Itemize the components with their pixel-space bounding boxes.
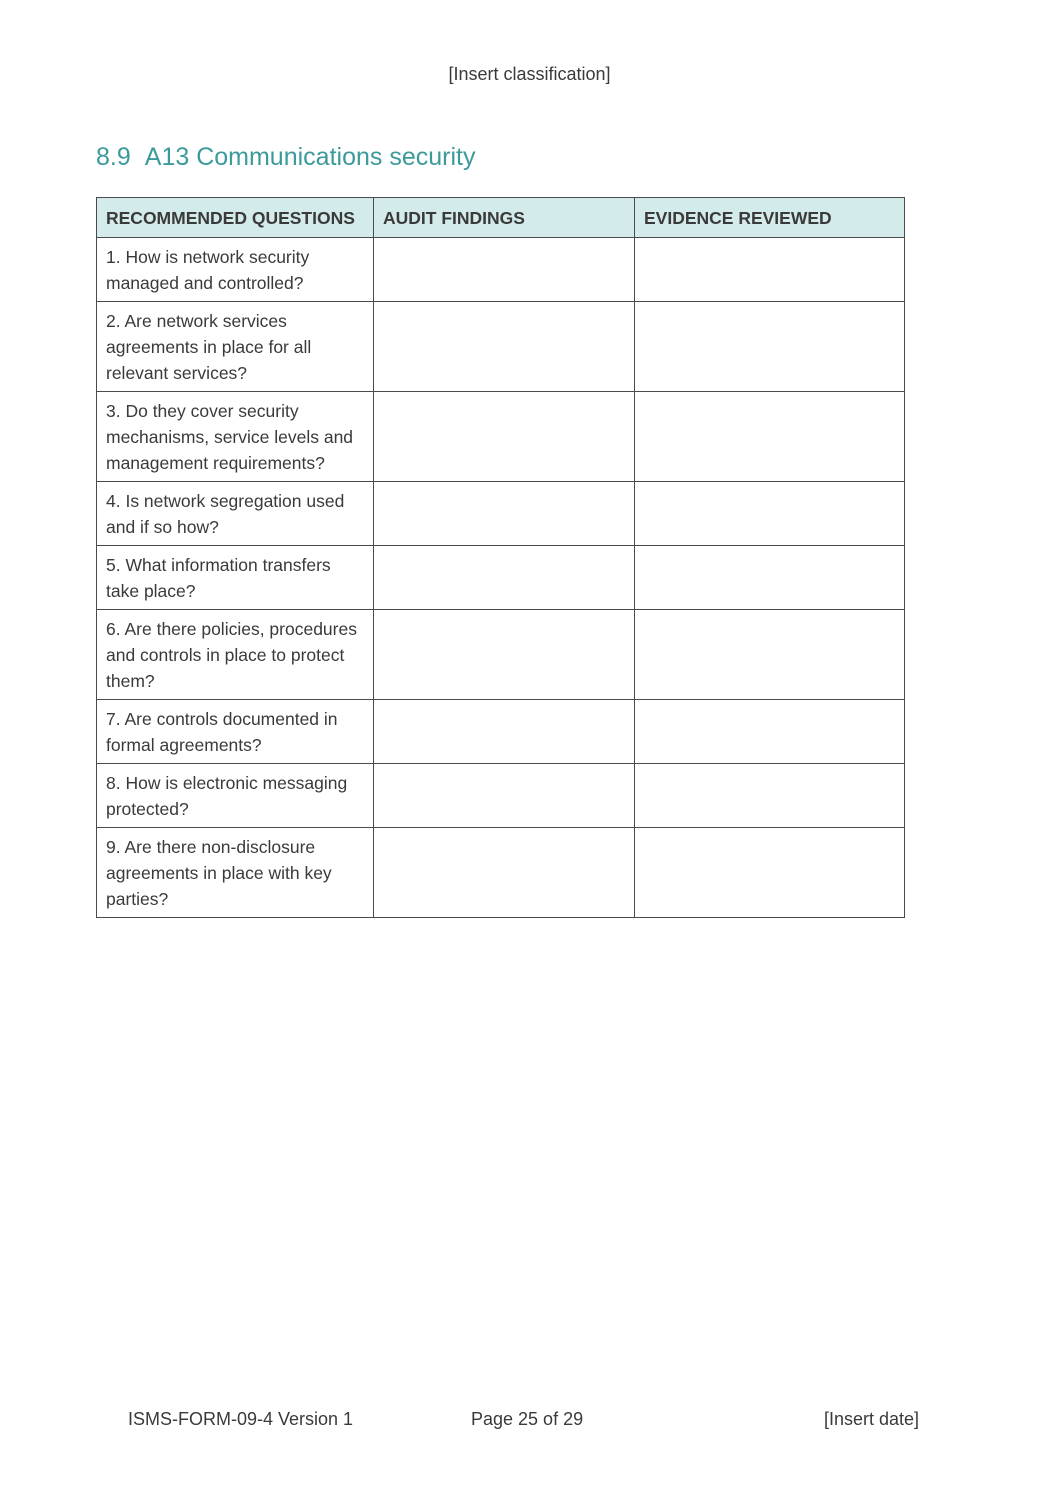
audit-findings-cell[interactable]	[374, 700, 635, 764]
audit-findings-cell[interactable]	[374, 610, 635, 700]
evidence-reviewed-cell[interactable]	[635, 828, 905, 918]
audit-findings-cell[interactable]	[374, 238, 635, 302]
table-row	[97, 482, 905, 546]
table-row	[97, 700, 905, 764]
table-row	[97, 238, 905, 302]
audit-findings-cell[interactable]	[374, 828, 635, 918]
evidence-reviewed-cell[interactable]	[635, 546, 905, 610]
table-row	[97, 302, 905, 392]
evidence-reviewed-cell[interactable]	[635, 610, 905, 700]
evidence-reviewed-cell[interactable]	[635, 238, 905, 302]
audit-findings-cell[interactable]	[374, 546, 635, 610]
audit-findings-cell[interactable]	[374, 764, 635, 828]
question-cell: 4. Is network segregation used and if so how?	[97, 482, 374, 546]
question-cell: 8. How is electronic messaging protected?	[97, 764, 374, 828]
evidence-reviewed-cell[interactable]	[635, 764, 905, 828]
section-number: 8.9	[96, 143, 131, 171]
question-cell: 9. Are there non-disclosure agreements in place with key parties?	[97, 828, 374, 918]
table-row	[97, 828, 905, 918]
column-header-findings: AUDIT FINDINGS	[374, 198, 635, 238]
footer-page-number: Page 25 of 29	[471, 1409, 584, 1429]
question-cell: 1. How is network security managed and controlled?	[97, 238, 374, 302]
table-row	[97, 764, 905, 828]
column-header-questions: RECOMMENDED QUESTIONS	[97, 198, 374, 238]
table-header-row	[97, 198, 905, 238]
audit-findings-cell[interactable]	[374, 392, 635, 482]
footer-date: [Insert date]	[824, 1409, 920, 1429]
section-title: A13 Communications security	[144, 143, 476, 171]
question-cell: 2. Are network services agreements in place for all relevant services?	[97, 302, 374, 392]
table-row	[97, 546, 905, 610]
question-cell: 3. Do they cover security mechanisms, service levels and management requirements?	[97, 392, 374, 482]
evidence-reviewed-cell[interactable]	[635, 700, 905, 764]
question-cell: 5. What information transfers take place?	[97, 546, 374, 610]
audit-findings-cell[interactable]	[374, 482, 635, 546]
audit-questions-table	[96, 197, 905, 918]
table-row	[97, 610, 905, 700]
question-cell: 7. Are controls documented in formal agreements?	[97, 700, 374, 764]
evidence-reviewed-cell[interactable]	[635, 302, 905, 392]
evidence-reviewed-cell[interactable]	[635, 482, 905, 546]
footer-form-id: ISMS-FORM-09-4 Version 1	[128, 1409, 354, 1429]
section-heading	[96, 143, 475, 172]
column-header-evidence: EVIDENCE REVIEWED	[635, 198, 905, 238]
classification-header: [Insert classification]	[448, 64, 611, 84]
evidence-reviewed-cell[interactable]	[635, 392, 905, 482]
audit-findings-cell[interactable]	[374, 302, 635, 392]
table-row	[97, 392, 905, 482]
question-cell: 6. Are there policies, procedures and controls in place to protect them?	[97, 610, 374, 700]
